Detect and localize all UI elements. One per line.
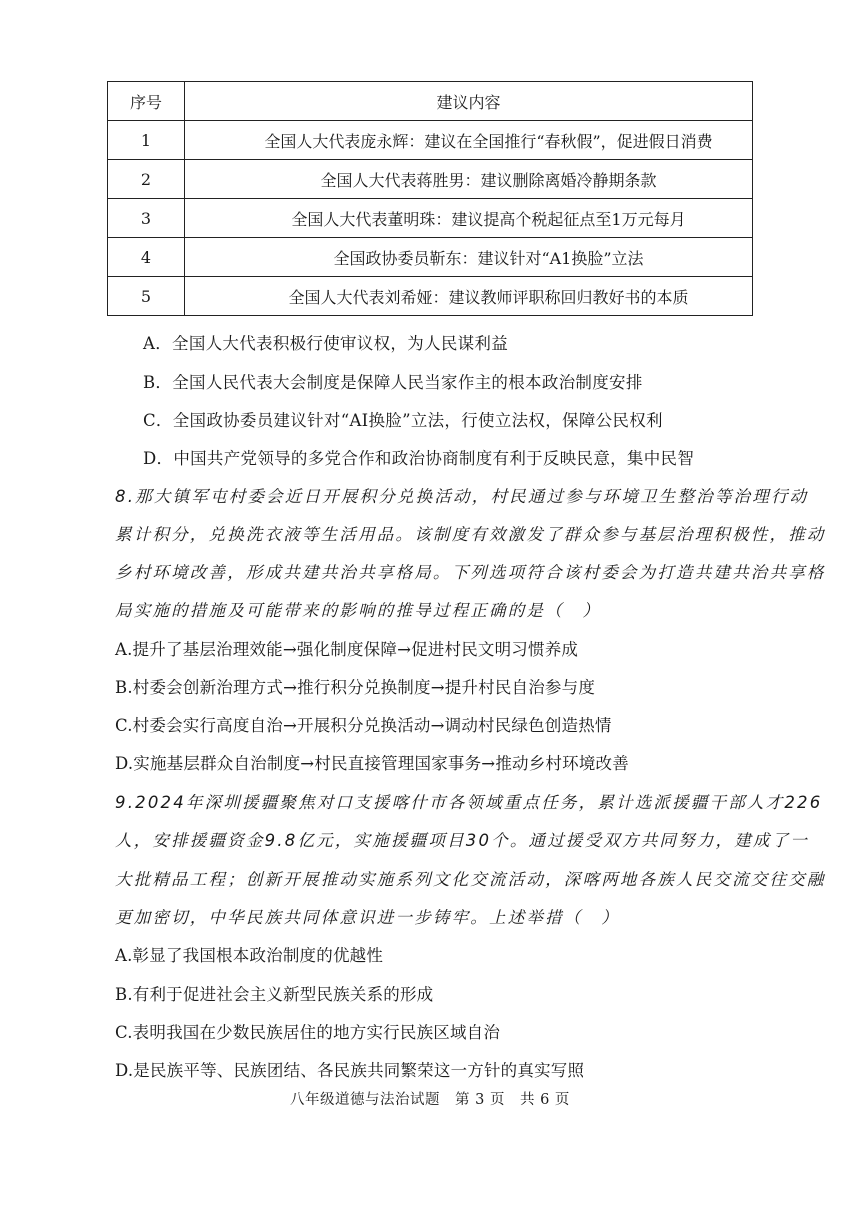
q8-stem-line: 乡村环境改善，形成共建共治共享格局。下列选项符合该村委会为打造共建共治共享格	[115, 563, 826, 582]
header-index: 序号	[108, 82, 185, 121]
q9-stem-line: 人，安排援疆资金9.8亿元，实施援疆项目30个。通过援受双方共同努力，建成了一	[115, 831, 810, 850]
q9-stem-line: 大批精品工程；创新开展推动实施系列文化交流活动，深喀两地各族人民交流交往交融	[115, 870, 826, 889]
q7-option-a: A．全国人大代表积极行使审议权，为人民谋利益	[143, 334, 509, 353]
row-index: 1	[108, 121, 185, 160]
row-index: 4	[108, 238, 185, 277]
row-content: 全国人大代表董明珠：建议提高个税起征点至1万元每月	[185, 199, 753, 238]
table-row	[108, 238, 753, 277]
table-row	[108, 160, 753, 199]
q9-option-c: C.表明我国在少数民族居住的地方实行民族区域自治	[115, 1023, 501, 1042]
q7-option-c: C．全国政协委员建议针对“AI换脸”立法，行使立法权，保障公民权利	[143, 411, 663, 430]
row-content: 全国人大代表蒋胜男：建议删除离婚冷静期条款	[185, 160, 753, 199]
q9-option-a: A.彰显了我国根本政治制度的优越性	[115, 946, 384, 965]
table-header-row	[108, 82, 753, 121]
suggestion-table	[107, 81, 753, 316]
row-content: 全国政协委员靳东：建议针对“A1换脸”立法	[185, 238, 753, 277]
q8-stem-line: 累计积分，兑换洗衣液等生活用品。该制度有效激发了群众参与基层治理积极性，推动	[115, 525, 826, 544]
table-row	[108, 199, 753, 238]
q8-option-c: C.村委会实行高度自治→开展积分兑换活动→调动村民绿色创造热情	[115, 716, 612, 735]
q9-option-b: B.有利于促进社会主义新型民族关系的形成	[115, 985, 434, 1004]
q9-stem-line: 9.2024年深圳援疆聚焦对口支援喀什市各领域重点任务，累计选派援疆干部人才226	[115, 793, 823, 812]
q8-option-b: B.村委会创新治理方式→推行积分兑换制度→提升村民自治参与度	[115, 678, 596, 697]
q8-option-a: A.提升了基层治理效能→强化制度保障→促进村民文明习惯养成	[115, 640, 579, 659]
table-row	[108, 277, 753, 316]
q8-stem-line: 8.那大镇军屯村委会近日开展积分兑换活动，村民通过参与环境卫生整治等治理行动	[115, 487, 809, 506]
q8-option-d: D.实施基层群众自治制度→村民直接管理国家事务→推动乡村环境改善	[115, 754, 629, 773]
q9-option-d: D.是民族平等、民族团结、各民族共同繁荣这一方针的真实写照	[115, 1061, 585, 1080]
q8-stem-line: 局实施的措施及可能带来的影响的推导过程正确的是（ ）	[115, 601, 602, 620]
q9-stem-line: 更加密切，中华民族共同体意识进一步铸牢。上述举措（ ）	[115, 908, 620, 927]
table-row	[108, 121, 753, 160]
row-content: 全国人大代表庞永辉：建议在全国推行“春秋假”，促进假日消费	[185, 121, 753, 160]
q7-option-d: D．中国共产党领导的多党合作和政治协商制度有利于反映民意，集中民智	[143, 449, 695, 468]
row-index: 2	[108, 160, 185, 199]
q7-option-b: B．全国人民代表大会制度是保障人民当家作主的根本政治制度安排	[143, 373, 643, 392]
header-content: 建议内容	[185, 82, 753, 121]
row-index: 3	[108, 199, 185, 238]
row-content: 全国人大代表刘希娅：建议教师评职称回归教好书的本质	[185, 277, 753, 316]
page-footer: 八年级道德与法治试题 第 3 页 共 6 页	[290, 1092, 570, 1108]
row-index: 5	[108, 277, 185, 316]
